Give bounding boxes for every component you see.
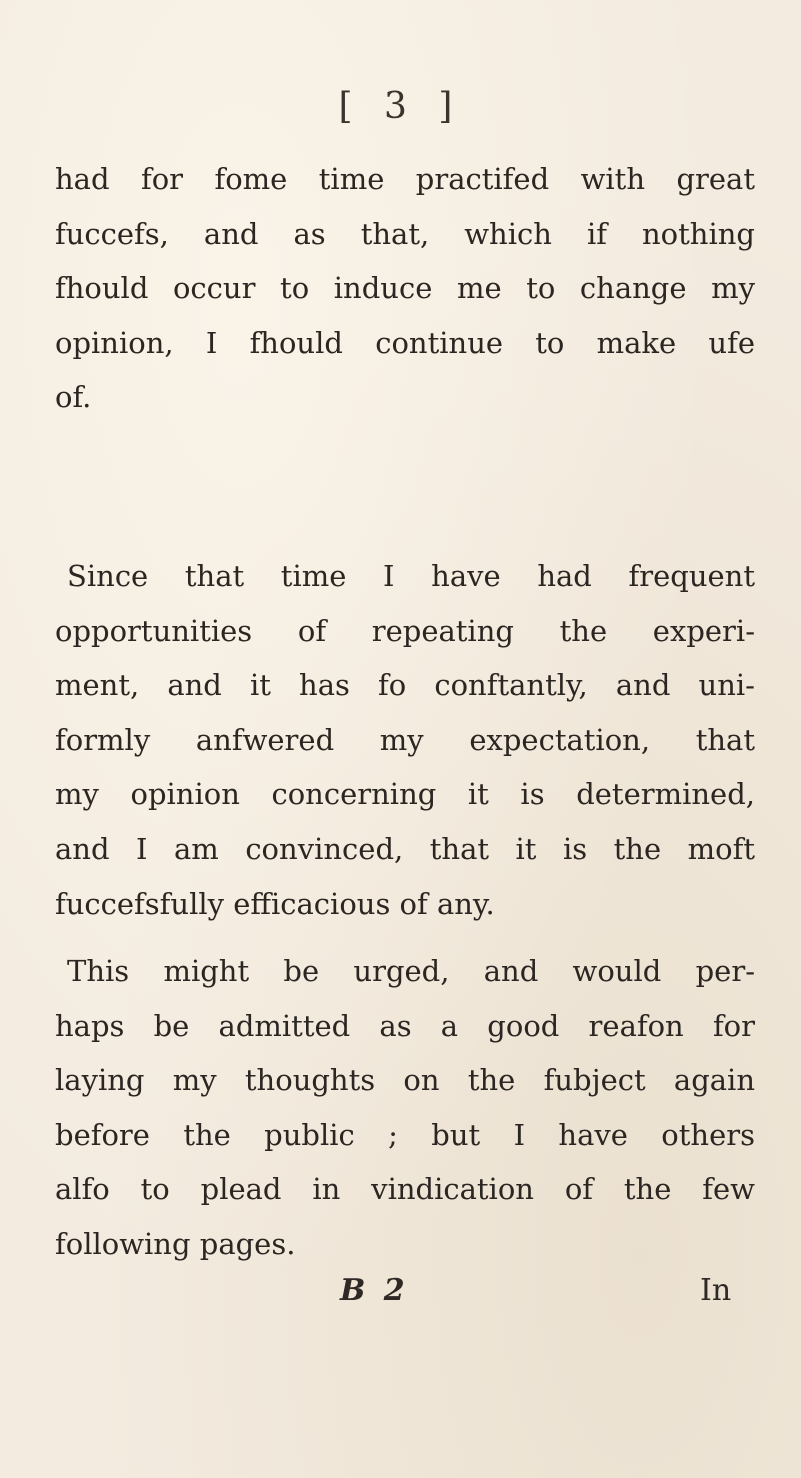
paragraph-2 <box>55 549 755 931</box>
text-line: and I am convinced, that it is the moft <box>55 831 755 866</box>
text-line: of. <box>55 380 92 415</box>
signature-mark: B 2 <box>340 1273 409 1308</box>
paragraph-3 <box>55 944 755 1272</box>
text-line: fhould occur to induce me to change my <box>55 271 755 306</box>
page-number: [ 3 ] <box>338 86 463 127</box>
text-line: opinion, I fhould continue to make ufe <box>55 325 755 360</box>
text-line: laying my thoughts on the fubject again <box>55 1063 755 1098</box>
text-line: fuccefs, and as that, which if nothing <box>55 216 755 251</box>
text-line: before the public ; but I have others <box>55 1117 755 1152</box>
catchword: In <box>700 1273 732 1308</box>
text-line: This might be urged, and would per- <box>67 954 755 988</box>
text-line: opportunities of repeating the experi- <box>55 613 755 648</box>
text-line: formly anfwered my expectation, that <box>55 722 755 757</box>
paragraph-1 <box>55 152 755 425</box>
text-line: haps be admitted as a good reafon for <box>55 1008 755 1043</box>
text-line: ment, and it has fo conftantly, and uni- <box>55 668 755 703</box>
text-line: fuccefsfully efficacious of any. <box>55 886 495 921</box>
text-line: my opinion concerning it is determined, <box>55 777 755 812</box>
page-footer <box>0 1273 801 1323</box>
text-line: had for fome time practifed with great <box>55 162 755 196</box>
text-line: alfo to plead in vindication of the few <box>55 1172 755 1207</box>
text-line: Since that time I have had frequent <box>67 559 755 593</box>
text-line: following pages. <box>55 1226 296 1261</box>
